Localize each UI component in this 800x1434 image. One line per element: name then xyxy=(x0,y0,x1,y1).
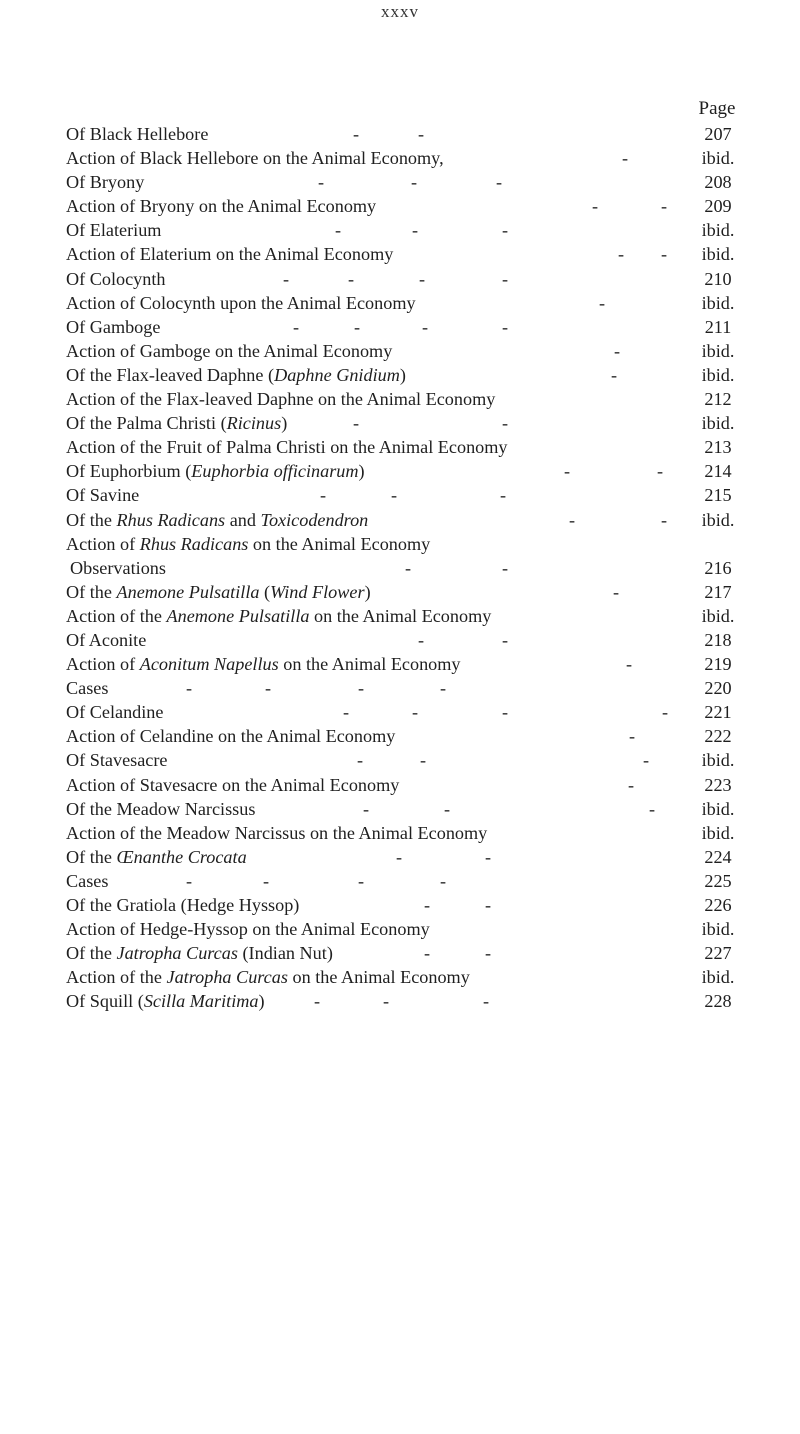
dash-leader: - xyxy=(649,798,656,819)
dash-leader: - xyxy=(396,846,403,867)
toc-entry-title xyxy=(66,821,487,845)
dash-leader: - xyxy=(618,244,625,265)
toc-row xyxy=(66,917,756,941)
entry-text: and xyxy=(225,509,261,530)
dash-leader: - xyxy=(564,461,571,482)
toc-row xyxy=(66,435,756,459)
entry-text: (Indian Nut) xyxy=(237,943,333,964)
toc-entry-page: 224 xyxy=(704,846,732,867)
dash-leader: - xyxy=(418,629,425,650)
toc-row xyxy=(66,989,756,1013)
toc-entry-page: 222 xyxy=(704,726,732,747)
toc-row xyxy=(66,170,756,194)
dash-leader: - xyxy=(405,557,412,578)
toc-entry-page: ibid. xyxy=(701,605,735,626)
toc-entry-page: ibid. xyxy=(701,364,735,385)
entry-text: Of Elaterium xyxy=(66,220,162,241)
dash-leader: - xyxy=(318,172,325,193)
toc-entry-page: 213 xyxy=(704,437,732,458)
toc-entry-title xyxy=(66,652,461,676)
toc-row xyxy=(66,387,756,411)
dash-leader: - xyxy=(613,581,620,602)
dash-leader: - xyxy=(343,702,350,723)
toc-entry-page: 207 xyxy=(704,124,732,144)
toc-entry-page: 226 xyxy=(704,895,732,915)
toc-row xyxy=(66,291,756,315)
toc-entry-title xyxy=(70,556,166,580)
italic-term: Daphne Gnidium xyxy=(274,364,400,385)
toc-entry-title xyxy=(66,700,163,724)
toc-row xyxy=(66,508,756,532)
entry-text: Of the xyxy=(66,581,117,602)
toc-row xyxy=(66,218,756,242)
toc-entry-page: ibid. xyxy=(701,967,735,988)
dash-leader: - xyxy=(263,870,270,891)
toc-entry-title xyxy=(66,387,495,411)
dash-leader: - xyxy=(592,196,599,217)
entry-text: Of the xyxy=(66,846,117,867)
dash-leader: - xyxy=(424,895,431,915)
toc-entry-title xyxy=(66,941,333,965)
toc-row xyxy=(66,700,756,724)
toc-entry-page: 223 xyxy=(704,774,732,795)
toc-row xyxy=(66,339,756,363)
dash-leader: - xyxy=(353,413,360,434)
page-number: xxxv xyxy=(381,2,419,21)
toc-row xyxy=(66,194,756,218)
entry-text: on the Animal Economy xyxy=(287,967,470,988)
toc-entry-title xyxy=(66,194,376,218)
entry-text: Of Black Hellebore xyxy=(66,124,209,144)
italic-term: Toxicodendron xyxy=(260,509,369,530)
entry-text: Action of xyxy=(66,533,140,554)
entry-text: Of the Palma Christi ( xyxy=(66,413,227,434)
toc-row xyxy=(66,242,756,266)
dash-leader: - xyxy=(424,943,431,964)
entry-text: Of Bryony xyxy=(66,172,145,193)
toc-entry-page: 218 xyxy=(704,629,732,650)
toc-row xyxy=(66,724,756,748)
entry-text: Action of Colocynth upon the Animal Economy xyxy=(66,292,416,313)
entry-text: on the Animal Economy xyxy=(278,654,461,675)
toc-entry-page: 208 xyxy=(704,172,732,193)
dash-leader: - xyxy=(320,485,327,506)
dash-leader: - xyxy=(391,485,398,506)
dash-leader: - xyxy=(502,413,509,434)
dash-leader: - xyxy=(502,557,509,578)
dash-leader: - xyxy=(622,148,629,169)
dash-leader: - xyxy=(358,870,365,891)
dash-leader: - xyxy=(485,943,492,964)
toc-row xyxy=(66,652,756,676)
dash-leader: - xyxy=(626,654,633,675)
toc-row xyxy=(66,676,756,700)
toc-entry-page: 215 xyxy=(704,485,732,506)
toc-entry-page: ibid. xyxy=(701,919,735,940)
italic-term: Wind Flower xyxy=(270,581,365,602)
dash-leader: - xyxy=(502,220,509,241)
dash-leader: - xyxy=(611,364,618,385)
toc-row xyxy=(66,604,756,628)
dash-leader: - xyxy=(496,172,503,193)
toc-entry-title xyxy=(66,363,406,387)
entry-text: Action of Bryony on the Animal Economy xyxy=(66,196,377,217)
dash-leader: - xyxy=(353,124,360,144)
toc-entry-title xyxy=(66,628,146,652)
dash-leader: - xyxy=(335,220,342,241)
toc-entry-title xyxy=(66,989,265,1013)
toc-entry-title xyxy=(66,845,247,869)
dash-leader: - xyxy=(420,750,427,771)
toc-entry-page: 227 xyxy=(704,943,732,964)
toc-entry-title xyxy=(66,291,416,315)
toc-row xyxy=(66,146,756,170)
italic-term: Rhus Radicans xyxy=(139,533,249,554)
dash-leader: - xyxy=(440,678,447,699)
dash-leader: - xyxy=(629,726,636,747)
entry-text: on the Animal Economy xyxy=(309,605,492,626)
toc-entry-title xyxy=(66,315,160,339)
toc-entry-page: 219 xyxy=(704,654,732,675)
italic-term: Euphorbia officinarum xyxy=(191,461,359,482)
toc-row xyxy=(66,411,756,435)
toc-entry-page: 216 xyxy=(704,557,732,578)
italic-term: Œnanthe Crocata xyxy=(116,846,247,867)
toc-entry-title xyxy=(66,459,365,483)
entry-text: Of the Meadow Narcissus xyxy=(66,798,256,819)
toc-row xyxy=(66,748,756,772)
entry-text: Observations xyxy=(70,557,166,578)
toc-row xyxy=(66,965,756,989)
entry-text: ( xyxy=(259,581,271,602)
dash-leader: - xyxy=(419,268,426,289)
entry-text: Of Aconite xyxy=(66,629,147,650)
toc-entry-page: 209 xyxy=(704,196,732,217)
dash-leader: - xyxy=(293,316,300,337)
toc-entry-title xyxy=(66,435,508,459)
toc-entry-title xyxy=(66,242,393,266)
toc-row xyxy=(66,773,756,797)
dash-leader: - xyxy=(657,461,664,482)
toc-row xyxy=(66,556,756,580)
dash-leader: - xyxy=(186,870,193,891)
entry-text: Of Gamboge xyxy=(66,316,161,337)
italic-term: Scilla Maritima xyxy=(143,991,259,1012)
toc-entry-page: ibid. xyxy=(701,244,735,265)
dash-leader: - xyxy=(483,991,490,1012)
table-of-contents xyxy=(66,122,756,1013)
toc-entry-title xyxy=(66,724,395,748)
dash-leader: - xyxy=(485,846,492,867)
dash-leader: - xyxy=(628,774,635,795)
toc-entry-page: 228 xyxy=(704,991,732,1012)
toc-entry-title xyxy=(66,339,392,363)
entry-text: Cases xyxy=(66,678,109,699)
toc-row xyxy=(66,483,756,507)
italic-term: Anemone Pulsatilla xyxy=(116,581,260,602)
toc-entry-page: 217 xyxy=(704,581,732,602)
entry-text: on the Animal Economy xyxy=(248,533,431,554)
entry-text: Action of the Fruit of Palma Christi on the Animal Economy xyxy=(66,437,508,458)
toc-entry-page: 212 xyxy=(704,389,732,410)
dash-leader: - xyxy=(411,172,418,193)
entry-text: Of the xyxy=(66,943,117,964)
toc-entry-page: 225 xyxy=(704,870,732,891)
dash-leader: - xyxy=(354,316,361,337)
entry-text: ) xyxy=(399,364,406,385)
entry-text: ) xyxy=(281,413,288,434)
entry-text: Action of Gamboge on the Animal Economy xyxy=(66,340,393,361)
entry-text: Of Euphorbium ( xyxy=(66,461,192,482)
dash-leader: - xyxy=(418,124,425,144)
entry-text: Action of Celandine on the Animal Economy xyxy=(66,726,396,747)
toc-entry-title xyxy=(66,917,430,941)
toc-entry-title xyxy=(66,748,168,772)
dash-leader: - xyxy=(661,244,668,265)
toc-entry-title xyxy=(66,604,491,628)
entry-text: Action of the Meadow Narcissus on the Animal Economy xyxy=(66,822,488,843)
toc-row xyxy=(66,580,756,604)
dash-leader: - xyxy=(502,316,509,337)
entry-text: Action of the xyxy=(66,605,167,626)
entry-text: Of the Flax-leaved Daphne ( xyxy=(66,364,275,385)
dash-leader: - xyxy=(363,798,370,819)
dash-leader: - xyxy=(357,750,364,771)
toc-entry-title xyxy=(66,965,470,989)
toc-entry-page: 221 xyxy=(704,702,732,723)
entry-text: Of Colocynth xyxy=(66,268,166,289)
toc-row xyxy=(66,315,756,339)
dash-leader: - xyxy=(661,196,668,217)
toc-row xyxy=(66,532,756,556)
dash-leader: - xyxy=(662,702,669,723)
dash-leader: - xyxy=(661,509,668,530)
dash-leader: - xyxy=(265,678,272,699)
dash-leader: - xyxy=(283,268,290,289)
dash-leader: - xyxy=(502,629,509,650)
toc-row xyxy=(66,845,756,869)
toc-entry-page: ibid. xyxy=(701,798,735,819)
dash-leader: - xyxy=(502,268,509,289)
toc-entry-title xyxy=(66,797,255,821)
toc-row xyxy=(66,941,756,965)
toc-entry-page: ibid. xyxy=(701,413,735,434)
toc-row xyxy=(66,459,756,483)
dash-leader: - xyxy=(569,509,576,530)
toc-entry-title xyxy=(66,508,368,532)
toc-entry-title xyxy=(66,483,139,507)
toc-entry-page: ibid. xyxy=(701,750,735,771)
dash-leader: - xyxy=(358,678,365,699)
toc-entry-page: ibid. xyxy=(701,220,735,241)
italic-term: Jatropha Curcas xyxy=(116,943,238,964)
toc-entry-page: ibid. xyxy=(701,509,735,530)
entry-text: Of the Gratiola (Hedge Hyssop) xyxy=(66,895,300,915)
dash-leader: - xyxy=(502,702,509,723)
entry-text: Cases xyxy=(66,870,109,891)
toc-entry-page: 214 xyxy=(704,461,732,482)
dash-leader: - xyxy=(383,991,390,1012)
toc-entry-page: 211 xyxy=(704,316,732,337)
dash-leader: - xyxy=(186,678,193,699)
toc-row xyxy=(66,628,756,652)
entry-text: Of Savine xyxy=(66,485,140,506)
entry-text: Action of the Flax-leaved Daphne on the Animal Economy xyxy=(66,389,496,410)
toc-entry-page: 210 xyxy=(704,268,732,289)
toc-entry-title xyxy=(66,267,166,291)
entry-text: Action of Hedge-Hyssop on the Animal Economy xyxy=(66,919,430,940)
dash-leader: - xyxy=(412,220,419,241)
dash-leader: - xyxy=(348,268,355,289)
toc-entry-title xyxy=(66,580,371,604)
entry-text: Action of Stavesacre on the Animal Economy xyxy=(66,774,400,795)
entry-text: ) xyxy=(364,581,371,602)
dash-leader: - xyxy=(500,485,507,506)
toc-entry-title xyxy=(66,146,444,170)
dash-leader: - xyxy=(440,870,447,891)
toc-entry-page: ibid. xyxy=(701,148,735,169)
toc-entry-page: ibid. xyxy=(701,292,735,313)
page-column-header: Page xyxy=(698,98,736,119)
toc-entry-title xyxy=(66,773,399,797)
entry-text: Action of xyxy=(66,654,140,675)
toc-entry-page: ibid. xyxy=(701,822,735,843)
dash-leader: - xyxy=(444,798,451,819)
entry-text: ) xyxy=(358,461,365,482)
toc-entry-title xyxy=(66,676,108,700)
dash-leader: - xyxy=(599,292,606,313)
entry-text: Action of Elaterium on the Animal Economy xyxy=(66,244,394,265)
dash-leader: - xyxy=(412,702,419,723)
dash-leader: - xyxy=(485,895,492,915)
toc-entry-title xyxy=(66,218,161,242)
toc-row xyxy=(66,267,756,291)
toc-entry-page: 220 xyxy=(704,678,732,699)
italic-term: Jatropha Curcas xyxy=(166,967,288,988)
toc-entry-title xyxy=(66,869,108,893)
entry-text: ) xyxy=(258,991,265,1012)
dash-leader: - xyxy=(422,316,429,337)
toc-row xyxy=(66,821,756,845)
italic-term: Aconitum Napellus xyxy=(139,654,279,675)
dash-leader: - xyxy=(614,340,621,361)
toc-row xyxy=(66,122,756,146)
toc-row xyxy=(66,893,756,917)
entry-text: Of Celandine xyxy=(66,702,164,723)
toc-row xyxy=(66,797,756,821)
dash-leader: - xyxy=(314,991,321,1012)
italic-term: Ricinus xyxy=(226,413,282,434)
toc-entry-title xyxy=(66,411,287,435)
entry-text: Of Stavesacre xyxy=(66,750,168,771)
toc-entry-title xyxy=(66,122,208,146)
toc-entry-title xyxy=(66,893,299,917)
toc-entry-title xyxy=(66,532,430,556)
toc-row xyxy=(66,363,756,387)
italic-term: Anemone Pulsatilla xyxy=(166,605,310,626)
entry-text: Action of the xyxy=(66,967,167,988)
entry-text: Action of Black Hellebore on the Animal Economy, xyxy=(66,148,444,169)
entry-text: Of Squill ( xyxy=(66,991,144,1012)
italic-term: Rhus Radicans xyxy=(116,509,226,530)
dash-leader: - xyxy=(643,750,650,771)
toc-row xyxy=(66,869,756,893)
toc-entry-page: ibid. xyxy=(701,340,735,361)
toc-entry-title xyxy=(66,170,144,194)
entry-text: Of the xyxy=(66,509,117,530)
